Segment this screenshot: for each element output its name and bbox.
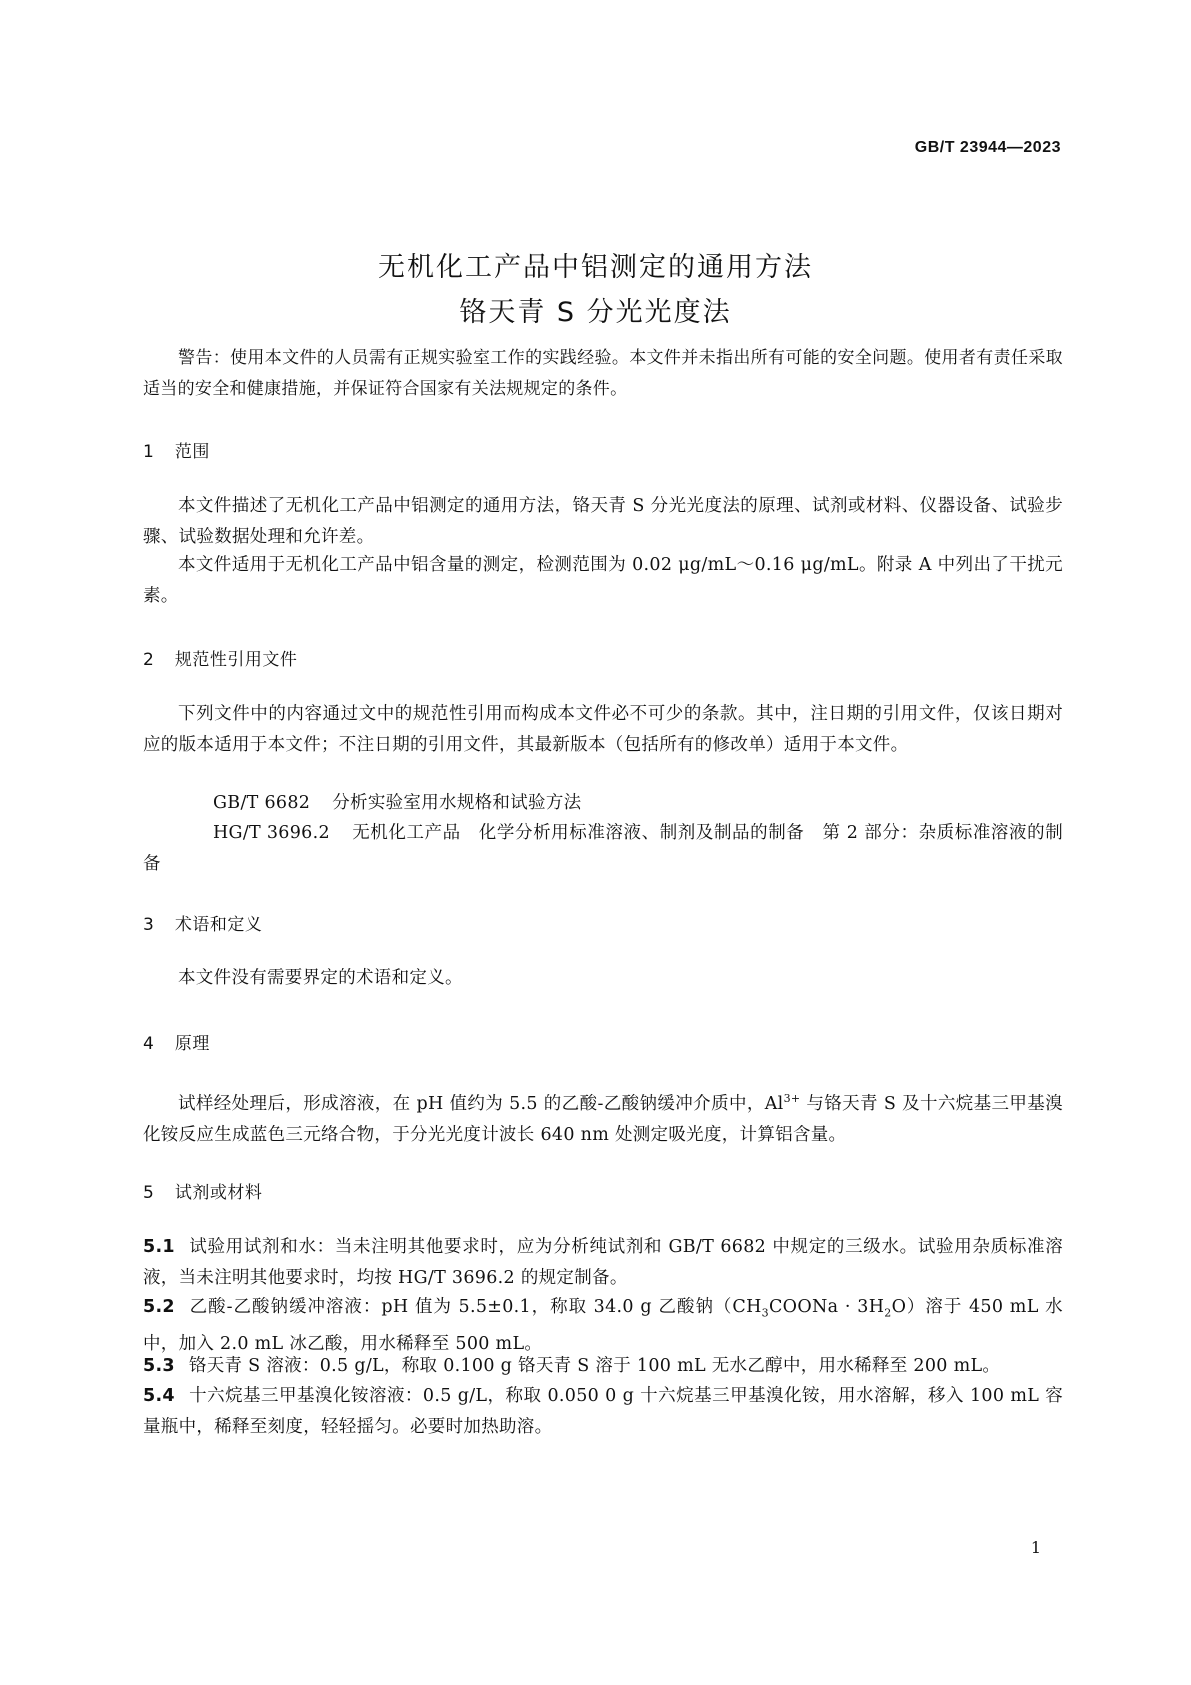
- principle-text: 与铬天青 S 及十六烷基三甲基溴化铵反应生成蓝色三元络合物，于分光光度计波长 640 nm 处测定吸光度，计算铝含量。: [143, 1093, 1063, 1145]
- item-number: 5.2: [143, 1297, 175, 1317]
- section-number: 3: [143, 915, 155, 935]
- reference-title: 无机化工产品 化学分析用标准溶液、制剂及制品的制备 第 2 部分：杂质标准溶液的制备: [143, 823, 1063, 874]
- reagent-item: [143, 1232, 1063, 1294]
- item-text: COONa · 3H: [768, 1297, 885, 1317]
- item-text: O）溶于 450 mL 水中，加入 2.0 mL 冰乙酸，用水稀释至 500 mL。: [143, 1297, 1063, 1354]
- terms-paragraph: 本文件没有需要界定的术语和定义。: [178, 968, 463, 988]
- standard-code: GB/T 23944—2023: [914, 139, 1061, 156]
- principle-paragraph: [143, 1083, 1063, 1151]
- reference-code: HG/T 3696.2: [213, 823, 330, 843]
- subscript: 3: [761, 1306, 769, 1320]
- reference-code: GB/T 6682: [213, 793, 311, 813]
- section-heading-principle: [143, 1029, 210, 1054]
- document-title: 无机化工产品中铝测定的通用方法: [378, 252, 813, 283]
- section-title: 范围: [174, 442, 210, 462]
- reference-title: 分析实验室用水规格和试验方法: [332, 793, 582, 813]
- section-number: 4: [143, 1034, 155, 1054]
- section-number: 2: [143, 650, 155, 670]
- section-heading-references: [143, 645, 297, 670]
- document-subtitle: 铬天青 S 分光光度法: [459, 297, 732, 328]
- reagent-item: [143, 1351, 1063, 1382]
- item-text: 乙酸-乙酸钠缓冲溶液：pH 值为 5.5±0.1，称取 34.0 g 乙酸钠（CH: [188, 1297, 762, 1317]
- section-heading-reagents: [143, 1178, 262, 1203]
- page-number: 1: [1030, 1538, 1041, 1557]
- scope-paragraph-1: 本文件描述了无机化工产品中铝测定的通用方法，铬天青 S 分光光度法的原理、试剂或材料、仪器设备、试验步骤、试验数据处理和允许差。: [143, 496, 1063, 547]
- item-text: 试验用试剂和水：当未注明其他要求时，应为分析纯试剂和 GB/T 6682 中规定的三级水。试验用杂质标准溶液，当未注明其他要求时，均按 HG/T 3696.2 的规定制备。: [143, 1237, 1063, 1288]
- section-title: 规范性引用文件: [174, 650, 298, 670]
- item-number: 5.1: [143, 1237, 175, 1257]
- warning-paragraph: 警告：使用本文件的人员需有正规实验室工作的实践经验。本文件并未指出所有可能的安全问题。使用者有责任采取适当的安全和健康措施，并保证符合国家有关法规规定的条件。: [143, 348, 1063, 399]
- section-title: 术语和定义: [174, 915, 263, 935]
- reagent-item: [143, 1292, 1063, 1360]
- subscript: 2: [884, 1306, 892, 1320]
- references-paragraph: 下列文件中的内容通过文中的规范性引用而构成本文件必不可少的条款。其中，注日期的引用文件，仅该日期对应的版本适用于本文件；不注日期的引用文件，其最新版本（包括所有的修改单）适用于本文件。: [143, 704, 1063, 755]
- item-number: 5.4: [143, 1386, 175, 1406]
- section-number: 5: [143, 1183, 155, 1203]
- scope-paragraph-2: 本文件适用于无机化工产品中铝含量的测定，检测范围为 0.02 μg/mL～0.16 μg/mL。附录 A 中列出了干扰元素。: [143, 555, 1063, 606]
- section-title: 试剂或材料: [174, 1183, 263, 1203]
- section-number: 1: [143, 442, 155, 462]
- superscript: 3+: [783, 1092, 801, 1105]
- item-number: 5.3: [143, 1356, 175, 1376]
- reference-item: [143, 788, 1063, 819]
- section-title: 原理: [174, 1034, 210, 1054]
- reagent-item: [143, 1381, 1063, 1443]
- principle-text: 试样经处理后，形成溶液，在 pH 值约为 5.5 的乙酸-乙酸钠缓冲介质中，Al: [178, 1093, 784, 1114]
- item-text: 铬天青 S 溶液：0.5 g/L，称取 0.100 g 铬天青 S 溶于 100 mL 无水乙醇中，用水稀释至 200 mL。: [188, 1356, 1001, 1376]
- reference-item: [143, 818, 1063, 880]
- section-heading-terms: [143, 910, 262, 935]
- section-heading-scope: [143, 437, 210, 462]
- item-text: 十六烷基三甲基溴化铵溶液：0.5 g/L，称取 0.050 0 g 十六烷基三甲基溴化铵，用水溶解，移入 100 mL 容量瓶中，稀释至刻度，轻轻摇匀。必要时加热助溶。: [143, 1386, 1063, 1437]
